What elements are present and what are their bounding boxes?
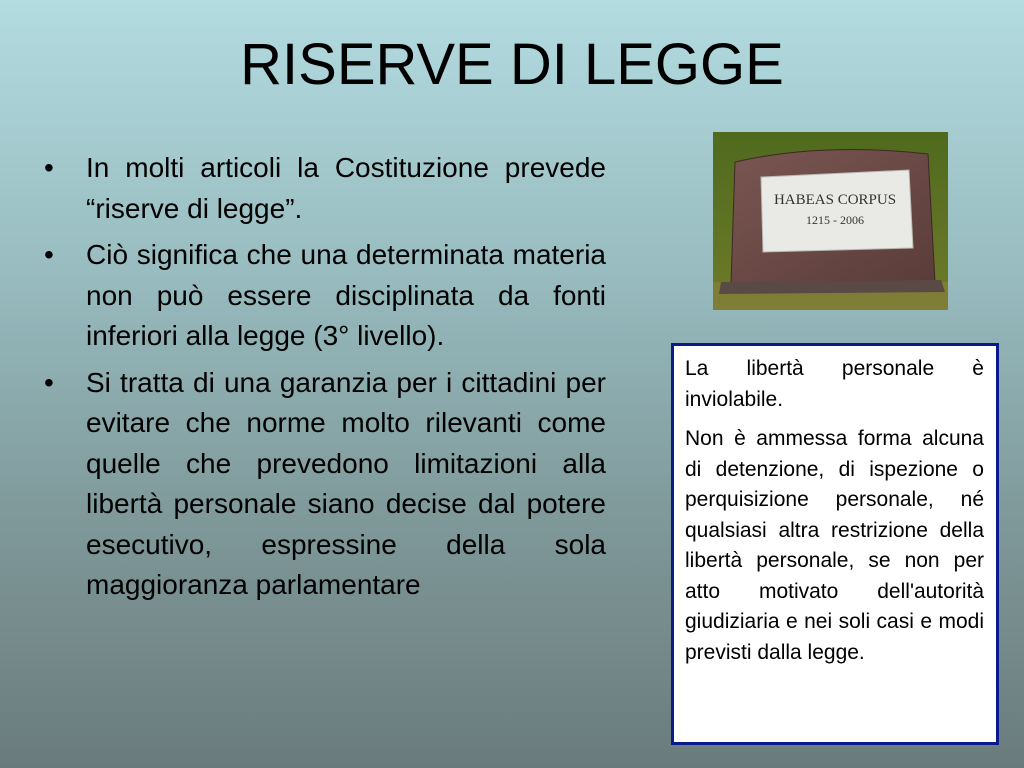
constitution-quote-box (671, 343, 999, 745)
bullet-text: In molti articoli la Costituzione prevede “riserve di legge”. (86, 152, 606, 224)
bullet-list (44, 148, 606, 612)
quote-paragraph: La libertà personale è inviolabile. (685, 357, 984, 411)
bullet-item (44, 148, 606, 229)
tombstone-image (713, 132, 948, 310)
bullet-marker: • (44, 366, 54, 398)
bullet-marker: • (44, 152, 54, 183)
bullet-item (44, 235, 606, 357)
habeas-corpus-photo (713, 132, 948, 310)
plaque-line1: HABEAS CORPUS (773, 192, 897, 208)
bullet-text: Si tratta di una garanzia per i cittadini per evitare che norme molto rilevanti come quelle che prevedono limitazioni alla libertà personale siano decise dal potere esecutivo, espressine della sola maggioranza parlamentare (86, 366, 606, 600)
slide-title: RISERVE DI LEGGE (240, 32, 784, 97)
plaque-line2: 1215 - 2006 (806, 213, 864, 227)
bullet-item (44, 363, 606, 606)
tombstone-base (719, 280, 945, 294)
bullet-text: Ciò significa che una determinata materia non può essere disciplinata da fonti inferiori alla legge (3° livello). (86, 239, 606, 351)
plaque (761, 170, 913, 252)
bullet-marker: • (44, 239, 54, 270)
quote-paragraph: Non è ammessa forma alcuna di detenzione, di ispezione o perquisizione personale, né qualsiasi altra restrizione della libertà personale, se non per atto motivato dell'autorità giudiziaria e nei soli casi e modi previsti dalla legge. (685, 427, 984, 664)
